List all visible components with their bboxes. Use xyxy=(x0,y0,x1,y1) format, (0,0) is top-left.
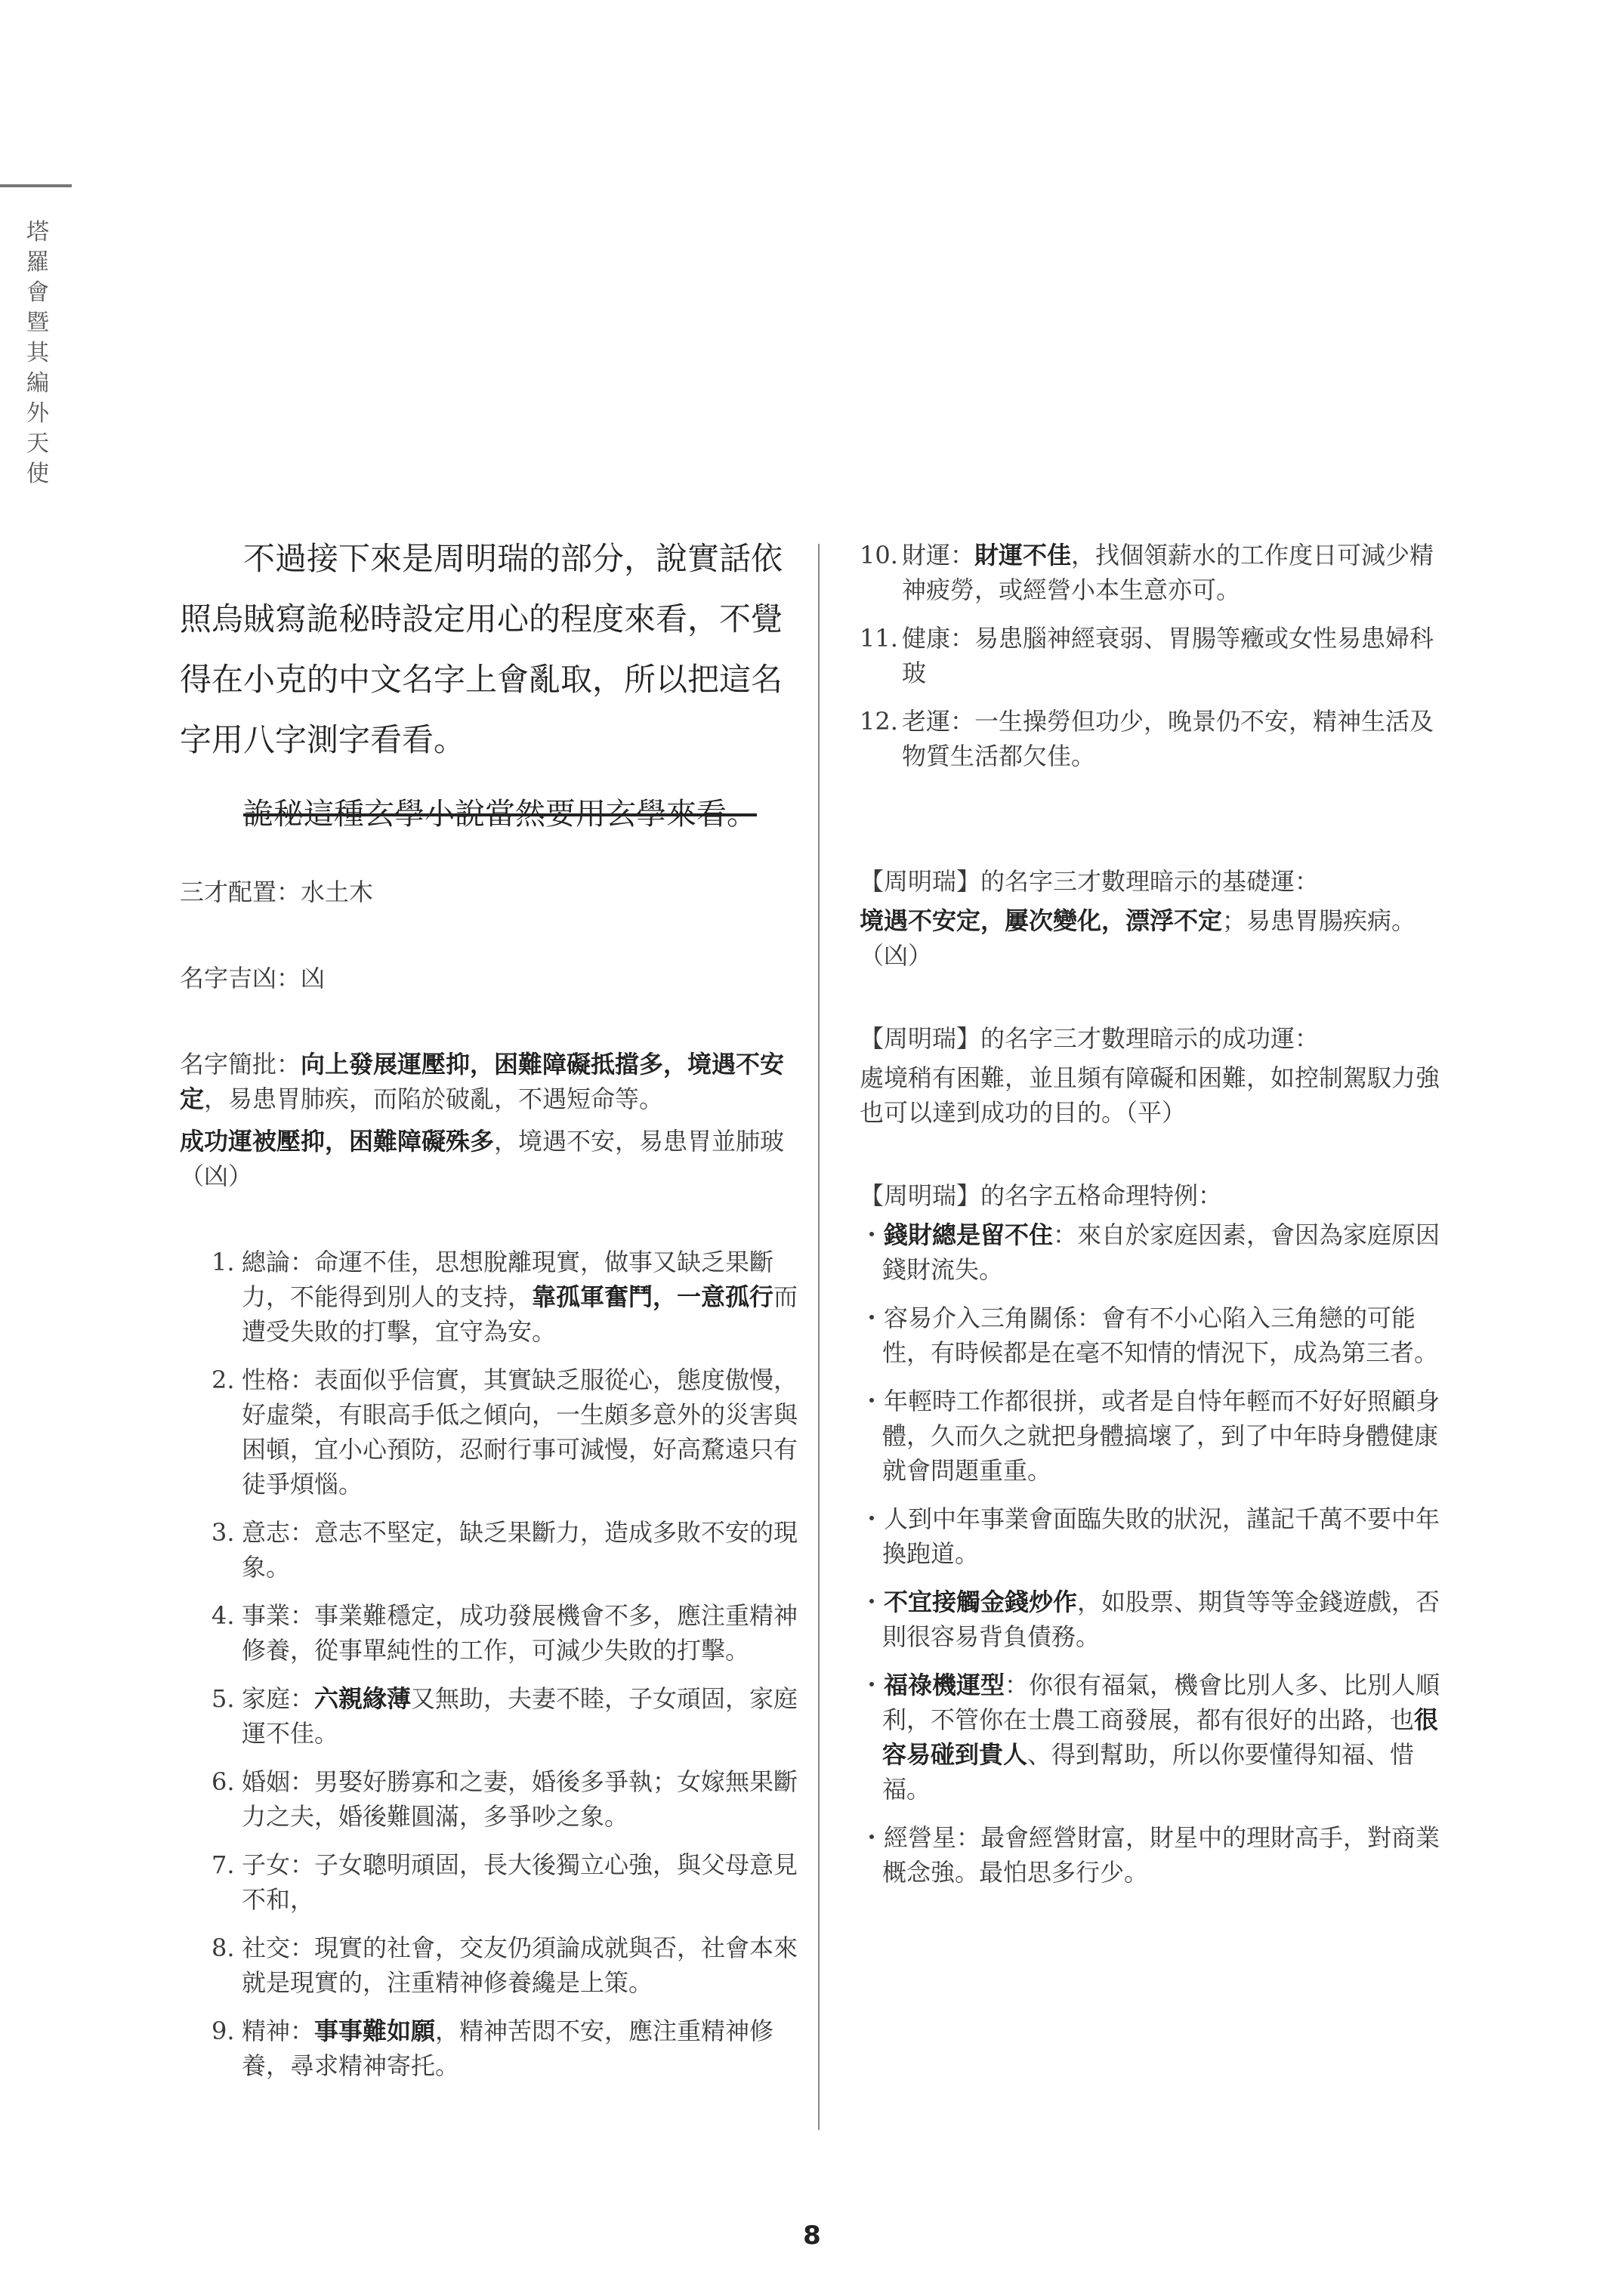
strikethrough-line: 詭秘這種玄學小說當然要用玄學來看。 xyxy=(243,797,757,832)
jixiong-line: 名字吉凶：凶 xyxy=(180,964,326,992)
list-item: 11. 健康：易患腦神經衰弱、胃腸等癥或女性易患婦科玻 xyxy=(860,624,1434,687)
bullet-item: ・不宜接觸金錢炒作，如股票、期貨等等金錢遊戲，否則很容易背負債務。 xyxy=(860,1588,1440,1651)
numbered-list-right xyxy=(860,538,1441,773)
intro-paragraph: 不過接下來是周明瑞的部分，說實話依照烏賊寫詭秘時設定用心的程度來看，不覺得在小克的中文名字上會亂取，所以把這名字用八字測字看看。 xyxy=(180,540,783,758)
wuge-heading: 【周明瑞】的名字五格命理特例： xyxy=(860,1181,1223,1210)
jianpi-bold: 向上發展運壓抑，困難障礙抵擋多，境遇不安定 xyxy=(180,1050,785,1113)
left-column xyxy=(180,529,799,2097)
list-item: 5. 家庭：六親緣薄又無助，夫妻不睦，子女頑固，家庭運不佳。 xyxy=(211,1684,798,1748)
jichu-heading: 【周明瑞】的名字三才數理暗示的基礎運： xyxy=(860,867,1320,896)
bullet-item: ・福祿機運型：你很有福氣，機會比別人多、比別人順利，不管你在士農工商發展，都有很好的出路，也很容易碰到貴人、得到幫助，所以你要懂得知福、惜福。 xyxy=(860,1671,1440,1804)
chenggong-paragraph xyxy=(180,1124,799,1193)
list-item: 1. 總論：命運不佳，思想脫離現實，做事又缺乏果斷力，不能得到別人的支持，靠孤軍奮鬥，一意孤行而遭受失敗的打擊，宜守為安。 xyxy=(211,1248,798,1346)
bullet-item: ・經營星：最會經營財富，財星中的理財高手，對商業概念強。最怕思多行少。 xyxy=(860,1823,1440,1887)
running-title: 塔羅會暨其編外天使 xyxy=(26,219,49,487)
list-item: 7. 子女：子女聰明頑固，長大後獨立心強，與父母意見不和， xyxy=(211,1850,798,1914)
jichu-text: ；易患胃腸疾病。（凶） xyxy=(860,906,1416,970)
sancai-line: 三才配置：水土木 xyxy=(180,878,374,906)
list-item: 8. 社交：現實的社會，交友仍須論成就與否，社會本來就是現實的，注重精神修養纔是上策。 xyxy=(211,1933,798,1997)
list-item: 2. 性格：表面似乎信實，其實缺乏服從心，態度傲慢，好虛榮，有眼高手低之傾向，一生頗多意外的災害與困頓，宜小心預防，忍耐行事可減慢，好高騖遠只有徒爭煩惱。 xyxy=(211,1366,798,1498)
bullet-list xyxy=(860,1217,1441,1890)
jianpi-paragraph xyxy=(180,1047,799,1116)
chenggong-right-paragraph: 處境稍有困難，並且頻有障礙和困難，如控制駕馭力強也可以達到成功的目的。（平） xyxy=(860,1063,1440,1127)
list-item: 6. 婚姻：男娶好勝寡和之妻，婚後多爭執；女嫁無果斷力之夫，婚後難圓滿，多爭吵之象。 xyxy=(211,1767,798,1831)
chenggong-heading: 【周明瑞】的名字三才數理暗示的成功運： xyxy=(860,1024,1320,1053)
bullet-item: ・錢財總是留不住：來自於家庭因素，會因為家庭原因錢財流失。 xyxy=(860,1221,1440,1284)
page-number: 8 xyxy=(803,2220,821,2251)
bullet-item: ・年輕時工作都很拼，或者是自恃年輕而不好好照顧身體，久而久之就把身體搞壞了，到了中年時身體健康就會問題重重。 xyxy=(860,1387,1440,1485)
chenggong-bold: 成功運被壓抑，困難障礙殊多 xyxy=(180,1127,495,1156)
chenggong-text: ，境遇不安，易患胃並肺玻（凶） xyxy=(180,1127,785,1190)
list-item: 3. 意志：意志不堅定，缺乏果斷力，造成多敗不安的現象。 xyxy=(211,1518,798,1582)
list-item: 10. 財運：財運不佳，找個領薪水的工作度日可減少精神疲勞，或經營小本生意亦可。 xyxy=(860,541,1434,604)
jianpi-label: 名字簡批： xyxy=(180,1050,301,1079)
jichu-paragraph xyxy=(860,903,1441,973)
list-item: 9. 精神：事事難如願，精神苦悶不安，應注重精神修養，尋求精神寄托。 xyxy=(211,2017,774,2080)
bullet-item: ・人到中年事業會面臨失敗的狀況，謹記千萬不要中年換跑道。 xyxy=(860,1504,1440,1568)
jianpi-text: ，易患胃肺疾，而陷於破亂，不遇短命等。 xyxy=(204,1085,664,1113)
top-rule xyxy=(0,184,72,187)
column-divider xyxy=(818,544,820,2130)
list-item: 4. 事業：事業難穩定，成功發展機會不多，應注重精神修養，從事單純性的工作，可減少失敗的打擊。 xyxy=(211,1601,798,1665)
bullet-item: ・容易介入三角關係：會有不小心陷入三角戀的可能性，有時候都是在毫不知情的情況下，成為第三者。 xyxy=(860,1304,1439,1367)
right-column xyxy=(860,538,1441,1903)
list-item: 12. 老運：一生操勞但功少，晚景仍不安，精神生活及物質生活都欠佳。 xyxy=(860,707,1434,770)
jichu-bold: 境遇不安定，屢次變化，漂浮不定 xyxy=(860,906,1223,935)
numbered-list-left xyxy=(180,1245,799,2083)
